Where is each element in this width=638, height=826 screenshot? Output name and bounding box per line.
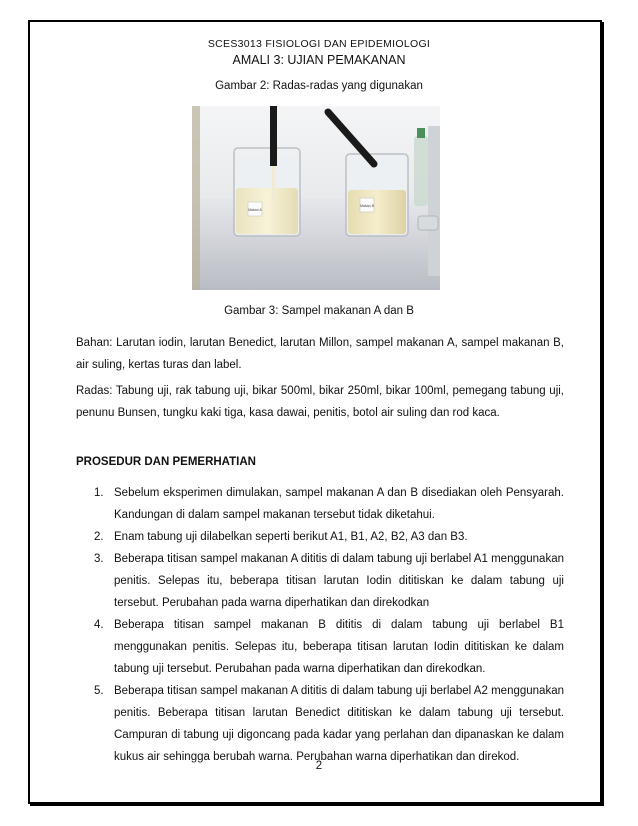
step-text: Beberapa titisan sampel makanan B dititis di dalam tabung uji berlabel B1 menggunakan penitis. Selepas itu, beberapa titisan larutan Iodin dititiskan ke dalam tabung uji tersebut. Perubahan pada warna diperhatikan dan direkodkan. — [114, 619, 564, 675]
beaker-b — [346, 154, 408, 236]
procedure-step — [76, 680, 564, 768]
procedure-step — [76, 482, 564, 526]
step-text: Beberapa titisan sampel makanan A dititis di dalam tabung uji berlabel A2 menggunakan penitis. Beberapa titisan larutan Benedict dititiskan ke dalam tabung uji tersebut. Campuran di tabung uji digoncang pada kadar yang perlahan dan dipanaskan ke dalam kukus air sehingga berubah warna. Perubahan warna diperhatikan dan direkod. — [114, 685, 564, 763]
procedure-step — [76, 614, 564, 680]
water-bottle — [414, 128, 428, 206]
page-number: 2 — [315, 760, 323, 772]
petri-dish — [418, 216, 438, 230]
procedure-list — [76, 482, 564, 768]
procedure-heading: PROSEDUR DAN PEMERHATIAN — [76, 456, 256, 468]
step-number: 5. — [94, 685, 104, 697]
step-number: 3. — [94, 553, 104, 565]
sample-beakers-photo — [192, 106, 440, 290]
step-text: Enam tabung uji dilabelkan seperti berikut A1, B1, A2, B2, A3 dan B3. — [114, 531, 468, 543]
practical-title: AMALI 3: UJIAN PEMAKANAN — [232, 53, 406, 67]
figure-3-caption: Gambar 3: Sampel makanan A dan B — [224, 305, 414, 317]
step-number: 2. — [94, 531, 104, 543]
step-number: 4. — [94, 619, 104, 631]
course-header: SCES3013 FISIOLOGI DAN EPIDEMIOLOGI — [207, 38, 431, 50]
procedure-step — [76, 548, 564, 614]
step-text: Sebelum eksperimen dimulakan, sampel makanan A dan B disediakan oleh Pensyarah. Kandungan di dalam sampel makanan tersebut tidak diketahui. — [114, 487, 564, 521]
dropper-a — [270, 106, 277, 166]
beaker-a — [234, 148, 300, 236]
figure-2-caption: Gambar 2: Radas-radas yang digunakan — [215, 80, 423, 92]
beaker-b-label: Makan B — [360, 204, 374, 208]
step-text: Beberapa titisan sampel makanan A dititis di dalam tabung uji berlabel A1 menggunakan penitis. Selepas itu, beberapa titisan larutan Iodin dititiskan ke dalam tabung uji tersebut. Perubahan pada warna diperhatikan dan direkodkan — [114, 553, 564, 609]
bahan-paragraph: Bahan: Larutan iodin, larutan Benedict, larutan Millon, sampel makanan A, sampel makanan B, air suling, kertas turas dan label. — [76, 337, 564, 371]
procedure-step — [76, 526, 564, 548]
radas-paragraph: Radas: Tabung uji, rak tabung uji, bikar 500ml, bikar 250ml, bikar 100ml, pemegang tabung uji, penunu Bunsen, tungku kaki tiga, kasa dawai, penitis, botol air suling dan rod kaca. — [76, 385, 564, 419]
step-number: 1. — [94, 487, 104, 499]
beaker-a-label: Makan A — [248, 208, 262, 212]
